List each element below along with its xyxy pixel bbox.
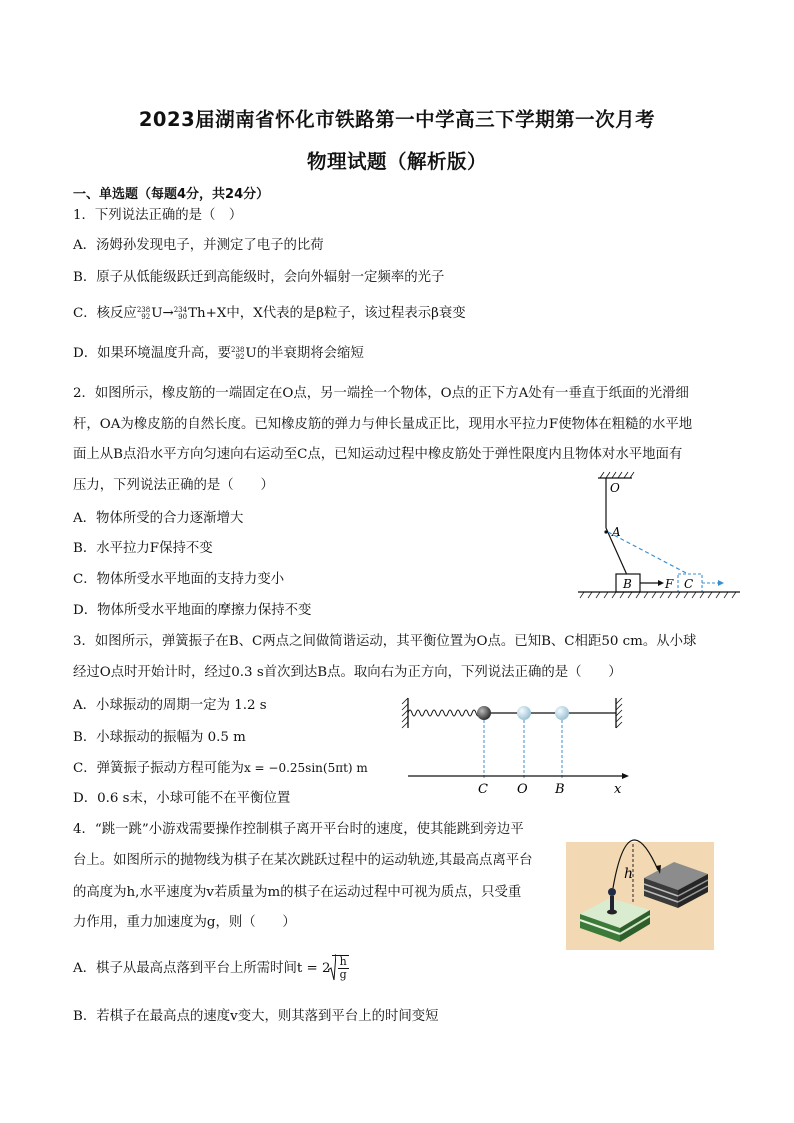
q1-stem: 1．下列说法正确的是（ ） (73, 208, 243, 223)
sqrt-expression: $\frac{h}{g}$ (332, 955, 349, 982)
label-o: O (517, 782, 528, 797)
q4-stem-line2: 台上。如图所示的抛物线为棋子在某次跳跃过程中的运动轨迹,其最高点离平台 (73, 853, 533, 868)
q2-option-b: B．水平拉力F保持不变 (73, 541, 213, 556)
paper-title-line2: 物理试题（解析版） (306, 150, 487, 173)
q2-stem-line4: 压力，下列说法正确的是（ ） (73, 478, 274, 493)
label-c: C (684, 577, 694, 591)
q1-option-c: C．核反应238 92U→234 90Th+X中，X代表的是β粒子，该过程表示β衰变 (73, 305, 466, 321)
section-heading: 一、单选题（每题4分，共24分） (73, 187, 270, 202)
spring-coil (408, 710, 480, 716)
q3-spring-figure (400, 692, 640, 800)
nuclide-u238: 238 92 (136, 305, 151, 321)
q2-option-d: D．物体所受水平地面的摩擦力保持不变 (73, 603, 312, 618)
paper-title-line1: 2023届湖南省怀化市铁路第一中学高三下学期第一次月考 (138, 108, 656, 131)
q2-stem-line2: 杆，OA为橡皮筋的自然长度。已知橡皮筋的弹力与伸长量成正比，现用水平拉力F使物体在粗糙的水平地 (73, 417, 693, 432)
ball-at-o (517, 706, 531, 720)
label-f: F (665, 577, 674, 591)
q2-option-a: A．物体所受的合力逐渐增大 (73, 511, 244, 526)
q4-jump-game-figure (566, 828, 714, 950)
q1-option-d: D．如果环境温度升高，要238 92U的半衰期将会缩短 (73, 345, 364, 361)
ball-at-b (555, 706, 569, 720)
q3-stem-line1: 3．如图所示，弹簧振子在B、C两点之间做简谐运动，其平衡位置为O点。已知B、C相距50 cm。从小球 (73, 634, 697, 649)
q4-stem-line4: 力作用，重力加速度为g，则（ ） (73, 915, 296, 930)
label-h: h (624, 866, 634, 882)
q3-stem-line2: 经过O点时开始计时，经过0.3 s首次到达B点。取向右为正方向，下列说法正确的是（ ） (73, 665, 622, 680)
label-c: C (478, 782, 488, 797)
q2-rubber-band-figure (570, 468, 750, 606)
label-x: x (614, 782, 622, 797)
nuclide-th234: 234 90 (173, 305, 188, 321)
label-a: A (612, 525, 621, 539)
q2-stem-line1: 2．如图所示，橡皮筋的一端固定在O点，另一端拴一个物体，O点的正下方A处有一垂直于纸面的光滑细 (73, 386, 689, 401)
q3-option-b: B．小球振动的振幅为 0.5 m (73, 730, 246, 745)
q3-option-a: A．小球振动的周期一定为 1.2 s (73, 698, 267, 713)
q4-option-b: B．若棋子在最高点的速度v变大，则其落到平台上的时间变短 (73, 1009, 439, 1024)
label-o: O (610, 481, 620, 495)
q1-option-b: B．原子从低能级跃迁到高能级时，会向外辐射一定频率的光子 (73, 270, 445, 285)
q3-option-d: D．0.6 s末，小球可能不在平衡位置 (73, 791, 291, 806)
ball-at-c (477, 706, 491, 720)
q2-stem-line3: 面上从B点沿水平方向匀速向右运动至C点，已知运动过程中橡皮筋处于弹性限度内且物体对水平地面有 (73, 447, 683, 462)
q3-option-c: C．弹簧振子振动方程可能为x = −0.25sin(5πt) m (73, 761, 368, 776)
q1-option-a: A．汤姆孙发现电子，并测定了电子的比荷 (73, 238, 324, 253)
label-b: B (623, 577, 632, 591)
q4-stem-line3: 的高度为h,水平速度为v若质量为m的棋子在运动过程中可视为质点，只受重 (73, 885, 522, 900)
label-b: B (555, 782, 565, 797)
nuclide-u238-d: 238 92 (231, 345, 245, 361)
q3-equation: x = −0.25sin(5πt) m (243, 761, 368, 775)
q4-option-a: A．棋子从最高点落到平台上所需时间t = 2 $\frac{h}{g}$ (73, 955, 347, 981)
q2-option-c: C．物体所受水平地面的支持力变小 (73, 572, 285, 587)
q4-stem-line1: 4．“跳一跳”小游戏需要操作控制棋子离开平台时的速度，使其能跳到旁边平 (73, 822, 524, 837)
